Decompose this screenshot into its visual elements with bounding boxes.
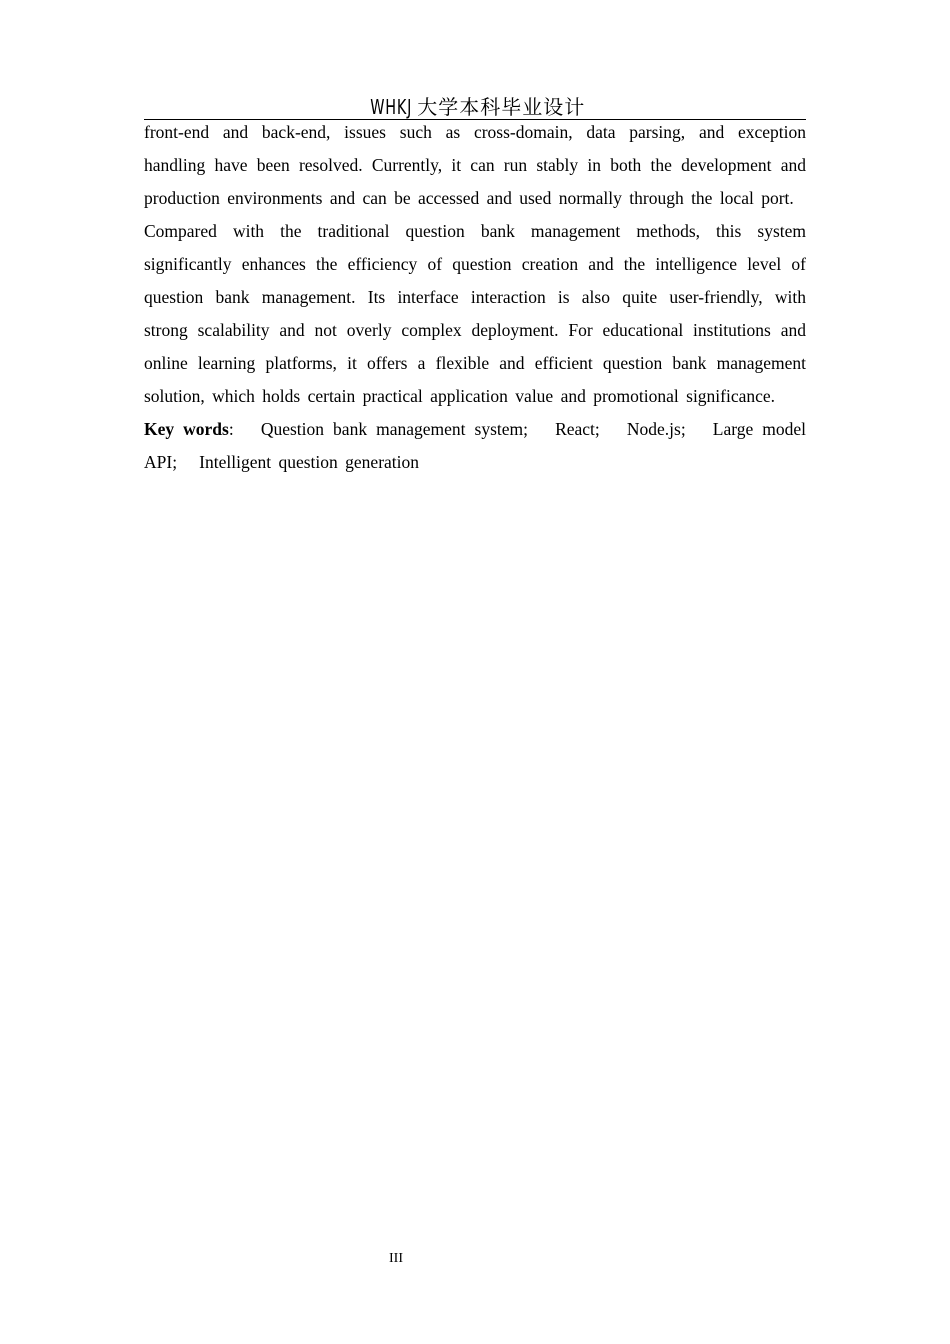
abstract-body xyxy=(144,116,813,479)
keywords-label: Key words xyxy=(144,419,229,439)
abstract-paragraph-2: Compared with the traditional question bank management methods, this system significantly enhances the efficiency of question creation and the intelligence level of question bank management. Its interface interaction is also quite user-friendly, with strong scalability and not overly complex deployment. For educational institutions and online learning platforms, it offers a flexible and efficient question bank management solution, which holds certain practical application value and promotional significance. xyxy=(144,221,806,406)
abstract-paragraph-1: front-end and back-end, issues such as cross-domain, data parsing, and exception handling have been resolved. Currently, it can run stably in both the development and production environments and can be accessed and used normally through the local port. xyxy=(144,122,806,208)
keywords-separator: : xyxy=(228,419,234,439)
keywords-text: Question bank management system; React; Node.js; Large model API; Intelligent question generation xyxy=(144,419,813,472)
page-number: III xyxy=(389,1251,403,1266)
header-cjk-text: 大学本科毕业设计 xyxy=(417,95,586,119)
keywords-line xyxy=(144,413,813,479)
header-latin-text: WHKJ xyxy=(370,95,412,119)
